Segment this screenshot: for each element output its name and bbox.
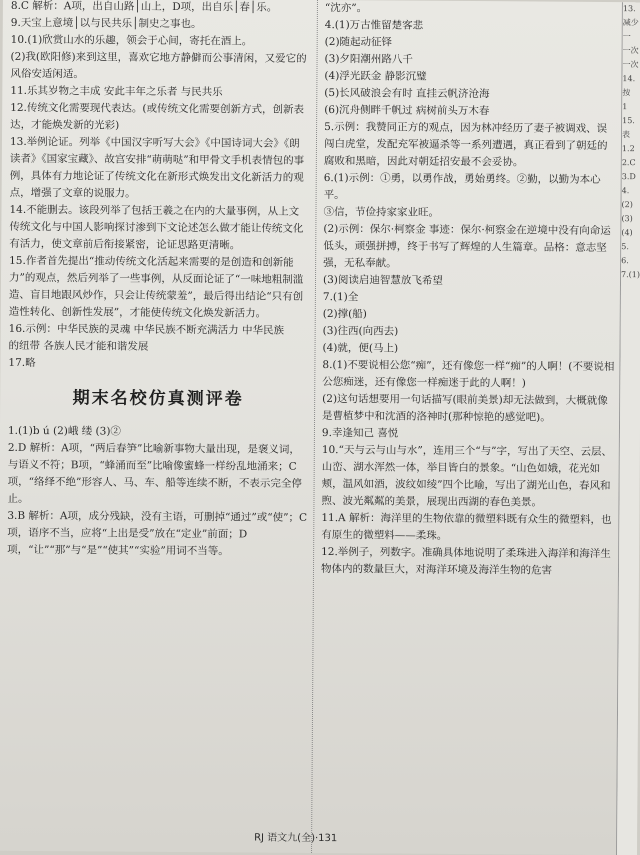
edge-text: 1.2 [622,142,640,156]
edge-text: (4) [621,226,640,240]
answer-line: 12.举例子，列数字。准确具体地说明了柔珠进入海洋和海洋生物体内的数量巨大，对海洋环境及海洋生物的危害 [321,544,613,580]
edge-text: 按 [622,86,640,100]
edge-text: 5. [621,240,640,254]
answer-line: 13.举例论证。列举《中国汉字听写大会》《中国诗词大会》《朗读者》《国家宝藏》、故宫安排“萌萌哒”和甲骨文手机表情包的事例，具体有力地论证了传统文化在新形式焕发出文化新活力的观点，增强了文章的说服力。 [10,134,310,204]
answer-line: (3)往西(向西去) [323,323,615,342]
answer-line: 11.A 解析：海洋里的生物依靠的微塑料既有众生的微塑料，也有原生的微塑料——柔珠。 [321,510,613,546]
answer-line: 的纽带 各族人民才能和谐发展 [8,338,308,357]
edge-text: 一 [623,30,640,44]
edge-text: 15. [622,114,640,128]
edge-text: 6. [621,254,640,268]
answer-line: 9.天宝上意境│以与民共乐│制史之事也。 [11,15,311,34]
answer-line: (2)我(欧阳修)来到这里，喜欢它地方静僻而公事清闲，又爱它的风俗安适闲适。 [10,49,310,85]
answer-line: (2)示例：保尔·柯察金 事迹：保尔·柯察金在逆境中没有向命运低头，顽强拼搏，终于书写了辉煌的人生篇章。品格：意志坚强，无私奉献。 [323,221,615,274]
right-column [321,0,617,580]
answer-line: 2.D 解析：A项，“两后春笋”比喻新事物大量出现，是褒义词，与语义不符；B项，“蜂涌而至”比喻像蜜蜂一样纷乱地涌来；C项，“络绎不绝”形容人、马、车、船等连续不断，不表示完全停止。 [7,440,307,510]
answer-line: 3.B 解析：A项，成分残缺，没有主语，可删掉“通过”或“使”；C项，语序不当，应将“上出是受”放在“定业”前面；D项，“让”“那”与“是”“使其”“实验”用词不当等。 [7,508,307,561]
edge-text: 减少 [623,16,640,30]
answer-line: 4.(1)万古惟留楚客悲 [325,17,617,36]
answer-line: (6)沉舟侧畔千帆过 病树前头万木春 [324,102,616,121]
section-title: 期末名校仿真测评卷 [8,390,308,409]
edge-text: 表 [622,128,640,142]
answer-line: ③信，节俭持家家业旺。 [323,204,615,223]
answer-line: “沈亦”。 [325,0,617,19]
answer-line: 9.幸逢知己 喜悦 [322,425,614,444]
answer-line: 7.(1)全 [323,289,615,308]
answer-line: (4)就，便(马上) [322,340,614,359]
answer-line: 15.作者首先提出“推动传统文化活起来需要的是创造和创新能力”的观点，然后列举了一些事例，从反面论证了“一味地粗制滥造、盲目地跟风炒作，只会让传统蒙羞”，最后得出结论“只有创造性转化、创新性发展”，才能使传统文化焕发新活力。 [9,253,309,323]
answer-line: (4)浮光跃金 静影沉璧 [324,68,616,87]
edge-text: 一次 [622,58,640,72]
answer-line: 14.不能删去。该段列举了包括王羲之在内的大量事例，从上文传统文化与中国人影响探讨渗到下文论述怎么做才能让传统文化有活力，使文章前后衔接紧密，论证思路更清晰。 [9,202,309,255]
answer-line: (3)阅读启迪智慧放飞希望 [323,272,615,291]
answer-line: 17.略 [8,355,308,374]
answer-line: 11.乐其岁物之丰成 安此丰年之乐者 与民共乐 [10,83,310,102]
edge-text: 13. [623,2,640,16]
answer-line: 12.传统文化需要现代表达。(或传统文化需要创新方式，创新表达，才能焕发新的光彩) [10,100,310,136]
edge-text: 1 [622,100,640,114]
answer-line: (2)随起动征铎 [325,34,617,53]
edge-text: 3.D [622,170,640,184]
answer-line: (3)夕阳潮州路八千 [325,51,617,70]
edge-text: 7.(1) [621,268,640,282]
answer-line: 8.(1)不要说相公您“痴”，还有像您一样“痴”的人啊！(不要说相公您痴迷，还有像您一样痴迷于此的人啊！) [322,357,614,393]
answer-line: (5)长风破浪会有时 直挂云帆济沧海 [324,85,616,104]
answer-line: 10.(1)欣赏山水的乐趣，领会于心间，寄托在酒上。 [11,32,311,51]
edge-text: 14. [622,72,640,86]
answer-line: 16.示例：中华民族的灵魂 中华民族不断充满活力 中华民族 [9,321,309,340]
edge-text: (2) [622,198,640,212]
answer-line: 1.(1)b ú (2)峨 缕 (3)② [8,423,308,442]
answer-line: 10.“天与云与山与水”，连用三个“与”字，写出了天空、云层、山峦、湖水浑然一体，举目皆白的景象。“山色如娥，花光如颊，温风如酒，波纹如绫”四个比喻，写出了湖光山色，春风和煦、波光粼粼的美景，展现出西湖的春色美景。 [321,442,613,512]
left-column [7,0,311,561]
page-footer: RJ 语文九(全)·131 [254,829,337,845]
answer-line: (2)撑(船) [323,306,615,325]
column-divider [311,0,319,853]
edge-text: 一次 [623,44,640,58]
edge-text: 2.C [622,156,640,170]
answer-line: 8.C 解析：A项，出自山路│山上，D项，出自乐│春│乐。 [11,0,311,17]
edge-text: 4. [622,184,640,198]
edge-text: (3) [621,212,640,226]
answer-line: 6.(1)示例：①勇，以勇作战，勇始勇终。②勤，以勤为本心平。 [324,170,616,206]
answer-line: (2)这句话想要用一句话描写(眼前美景)却无法做到，大概就像是曹植梦中和沈酒的洛神时(那种惊艳的感觉吧)。 [322,391,614,427]
answer-line: 5.示例：我赞同正方的观点，因为林冲经历了妻子被调戏、误闯白虎堂，发配充军被逼杀等一系列遭遇，真正看到了朝廷的腐败和黑暗，因此对朝廷招安最不会妥协。 [324,119,616,172]
